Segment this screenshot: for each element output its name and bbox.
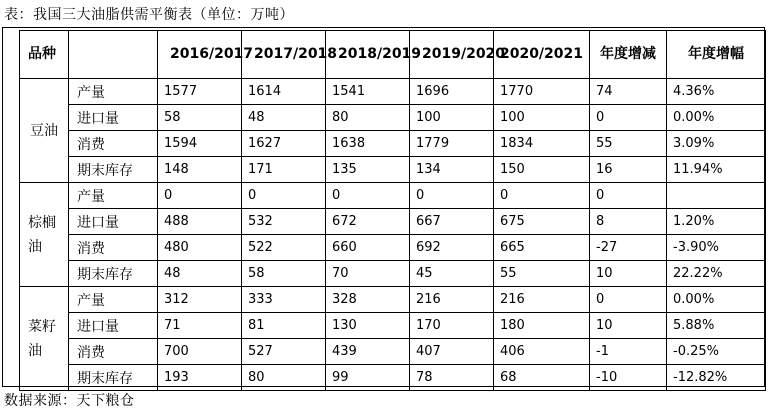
value-2019-2020: 216 — [410, 287, 494, 313]
category-cell: 菜籽油 — [20, 287, 69, 391]
table-row — [20, 209, 766, 235]
value-2020-2021: 55 — [494, 261, 590, 287]
value-2018-2019: 439 — [326, 339, 410, 365]
value-change-pct: -0.25% — [667, 339, 766, 365]
header-2016-2017: 2016/2017 — [158, 31, 242, 79]
value-change: -10 — [590, 365, 667, 391]
value-change: 16 — [590, 157, 667, 183]
category-cell: 棕榈油 — [20, 183, 69, 287]
item-cell: 进口量 — [69, 209, 158, 235]
value-2016-2017: 700 — [158, 339, 242, 365]
value-2020-2021: 406 — [494, 339, 590, 365]
value-2019-2020: 407 — [410, 339, 494, 365]
table-caption: 表：我国三大油脂供需平衡表（单位：万吨） — [4, 7, 294, 23]
value-2017-2018: 80 — [242, 365, 326, 391]
item-cell: 期末库存 — [69, 157, 158, 183]
value-2016-2017: 193 — [158, 365, 242, 391]
value-2016-2017: 312 — [158, 287, 242, 313]
value-2017-2018: 58 — [242, 261, 326, 287]
category-cell: 豆油 — [20, 79, 69, 183]
value-change-pct: -3.90% — [667, 235, 766, 261]
table-row — [20, 339, 766, 365]
value-2018-2019: 80 — [326, 105, 410, 131]
value-2020-2021: 675 — [494, 209, 590, 235]
value-2019-2020: 134 — [410, 157, 494, 183]
item-cell: 产量 — [69, 183, 158, 209]
value-2017-2018: 1627 — [242, 131, 326, 157]
balance-table — [19, 30, 766, 391]
value-change: -1 — [590, 339, 667, 365]
value-2020-2021: 0 — [494, 183, 590, 209]
value-2017-2018: 81 — [242, 313, 326, 339]
value-2018-2019: 660 — [326, 235, 410, 261]
value-2016-2017: 1594 — [158, 131, 242, 157]
data-source: 数据来源：天下粮仓 — [4, 393, 135, 409]
item-cell: 消费 — [69, 339, 158, 365]
value-2018-2019: 70 — [326, 261, 410, 287]
value-2020-2021: 1834 — [494, 131, 590, 157]
value-2018-2019: 328 — [326, 287, 410, 313]
value-2017-2018: 333 — [242, 287, 326, 313]
table-body — [20, 79, 766, 391]
value-2019-2020: 45 — [410, 261, 494, 287]
value-2016-2017: 1577 — [158, 79, 242, 105]
table-row — [20, 131, 766, 157]
header-2018-2019: 2018/2019 — [326, 31, 410, 79]
value-2019-2020: 100 — [410, 105, 494, 131]
value-change-pct: 1.20% — [667, 209, 766, 235]
item-cell: 消费 — [69, 131, 158, 157]
item-cell: 期末库存 — [69, 261, 158, 287]
value-change: 74 — [590, 79, 667, 105]
value-2016-2017: 488 — [158, 209, 242, 235]
value-change: 8 — [590, 209, 667, 235]
value-change: 0 — [590, 183, 667, 209]
value-2016-2017: 71 — [158, 313, 242, 339]
value-2019-2020: 1779 — [410, 131, 494, 157]
table-row — [20, 183, 766, 209]
value-2019-2020: 170 — [410, 313, 494, 339]
value-change-pct: 0.00% — [667, 105, 766, 131]
value-change: 10 — [590, 313, 667, 339]
value-change-pct: 4.36% — [667, 79, 766, 105]
item-cell: 产量 — [69, 79, 158, 105]
value-2019-2020: 1696 — [410, 79, 494, 105]
table-row — [20, 105, 766, 131]
value-2017-2018: 522 — [242, 235, 326, 261]
value-2016-2017: 148 — [158, 157, 242, 183]
header-item — [69, 31, 158, 79]
value-change-pct: 22.22% — [667, 261, 766, 287]
value-change: 55 — [590, 131, 667, 157]
value-2018-2019: 1541 — [326, 79, 410, 105]
value-2016-2017: 58 — [158, 105, 242, 131]
value-2019-2020: 78 — [410, 365, 494, 391]
value-2020-2021: 665 — [494, 235, 590, 261]
value-change-pct — [667, 183, 766, 209]
table-row — [20, 365, 766, 391]
item-cell: 产量 — [69, 287, 158, 313]
value-2020-2021: 100 — [494, 105, 590, 131]
value-2019-2020: 692 — [410, 235, 494, 261]
value-2019-2020: 667 — [410, 209, 494, 235]
value-2017-2018: 171 — [242, 157, 326, 183]
value-2016-2017: 480 — [158, 235, 242, 261]
value-2020-2021: 1770 — [494, 79, 590, 105]
header-row — [20, 31, 766, 79]
header-2020-2021: 2020/2021 — [494, 31, 590, 79]
table-row — [20, 313, 766, 339]
value-change-pct: 5.88% — [667, 313, 766, 339]
table-row — [20, 235, 766, 261]
value-change: 10 — [590, 261, 667, 287]
value-2018-2019: 672 — [326, 209, 410, 235]
value-2018-2019: 99 — [326, 365, 410, 391]
value-change-pct: 3.09% — [667, 131, 766, 157]
value-2017-2018: 0 — [242, 183, 326, 209]
value-2020-2021: 216 — [494, 287, 590, 313]
header-2017-2018: 2017/2018 — [242, 31, 326, 79]
header-category: 品种 — [20, 31, 69, 79]
value-2020-2021: 68 — [494, 365, 590, 391]
item-cell: 期末库存 — [69, 365, 158, 391]
value-2018-2019: 130 — [326, 313, 410, 339]
header-2019-2020: 2019/2020 — [410, 31, 494, 79]
table-row — [20, 157, 766, 183]
value-2018-2019: 135 — [326, 157, 410, 183]
value-change-pct: -12.82% — [667, 365, 766, 391]
value-change: 0 — [590, 287, 667, 313]
value-2016-2017: 48 — [158, 261, 242, 287]
value-change-pct: 0.00% — [667, 287, 766, 313]
table-row — [20, 79, 766, 105]
value-2019-2020: 0 — [410, 183, 494, 209]
item-cell: 进口量 — [69, 313, 158, 339]
value-2020-2021: 150 — [494, 157, 590, 183]
value-2017-2018: 527 — [242, 339, 326, 365]
value-change-pct: 11.94% — [667, 157, 766, 183]
item-cell: 进口量 — [69, 105, 158, 131]
item-cell: 消费 — [69, 235, 158, 261]
value-2018-2019: 0 — [326, 183, 410, 209]
value-change: -27 — [590, 235, 667, 261]
header-change-pct: 年度增幅 — [667, 31, 766, 79]
value-change: 0 — [590, 105, 667, 131]
value-2017-2018: 532 — [242, 209, 326, 235]
header-change: 年度增减 — [590, 31, 667, 79]
table-row — [20, 261, 766, 287]
value-2016-2017: 0 — [158, 183, 242, 209]
value-2020-2021: 180 — [494, 313, 590, 339]
value-2017-2018: 1614 — [242, 79, 326, 105]
value-2017-2018: 48 — [242, 105, 326, 131]
value-2018-2019: 1638 — [326, 131, 410, 157]
table-row — [20, 287, 766, 313]
